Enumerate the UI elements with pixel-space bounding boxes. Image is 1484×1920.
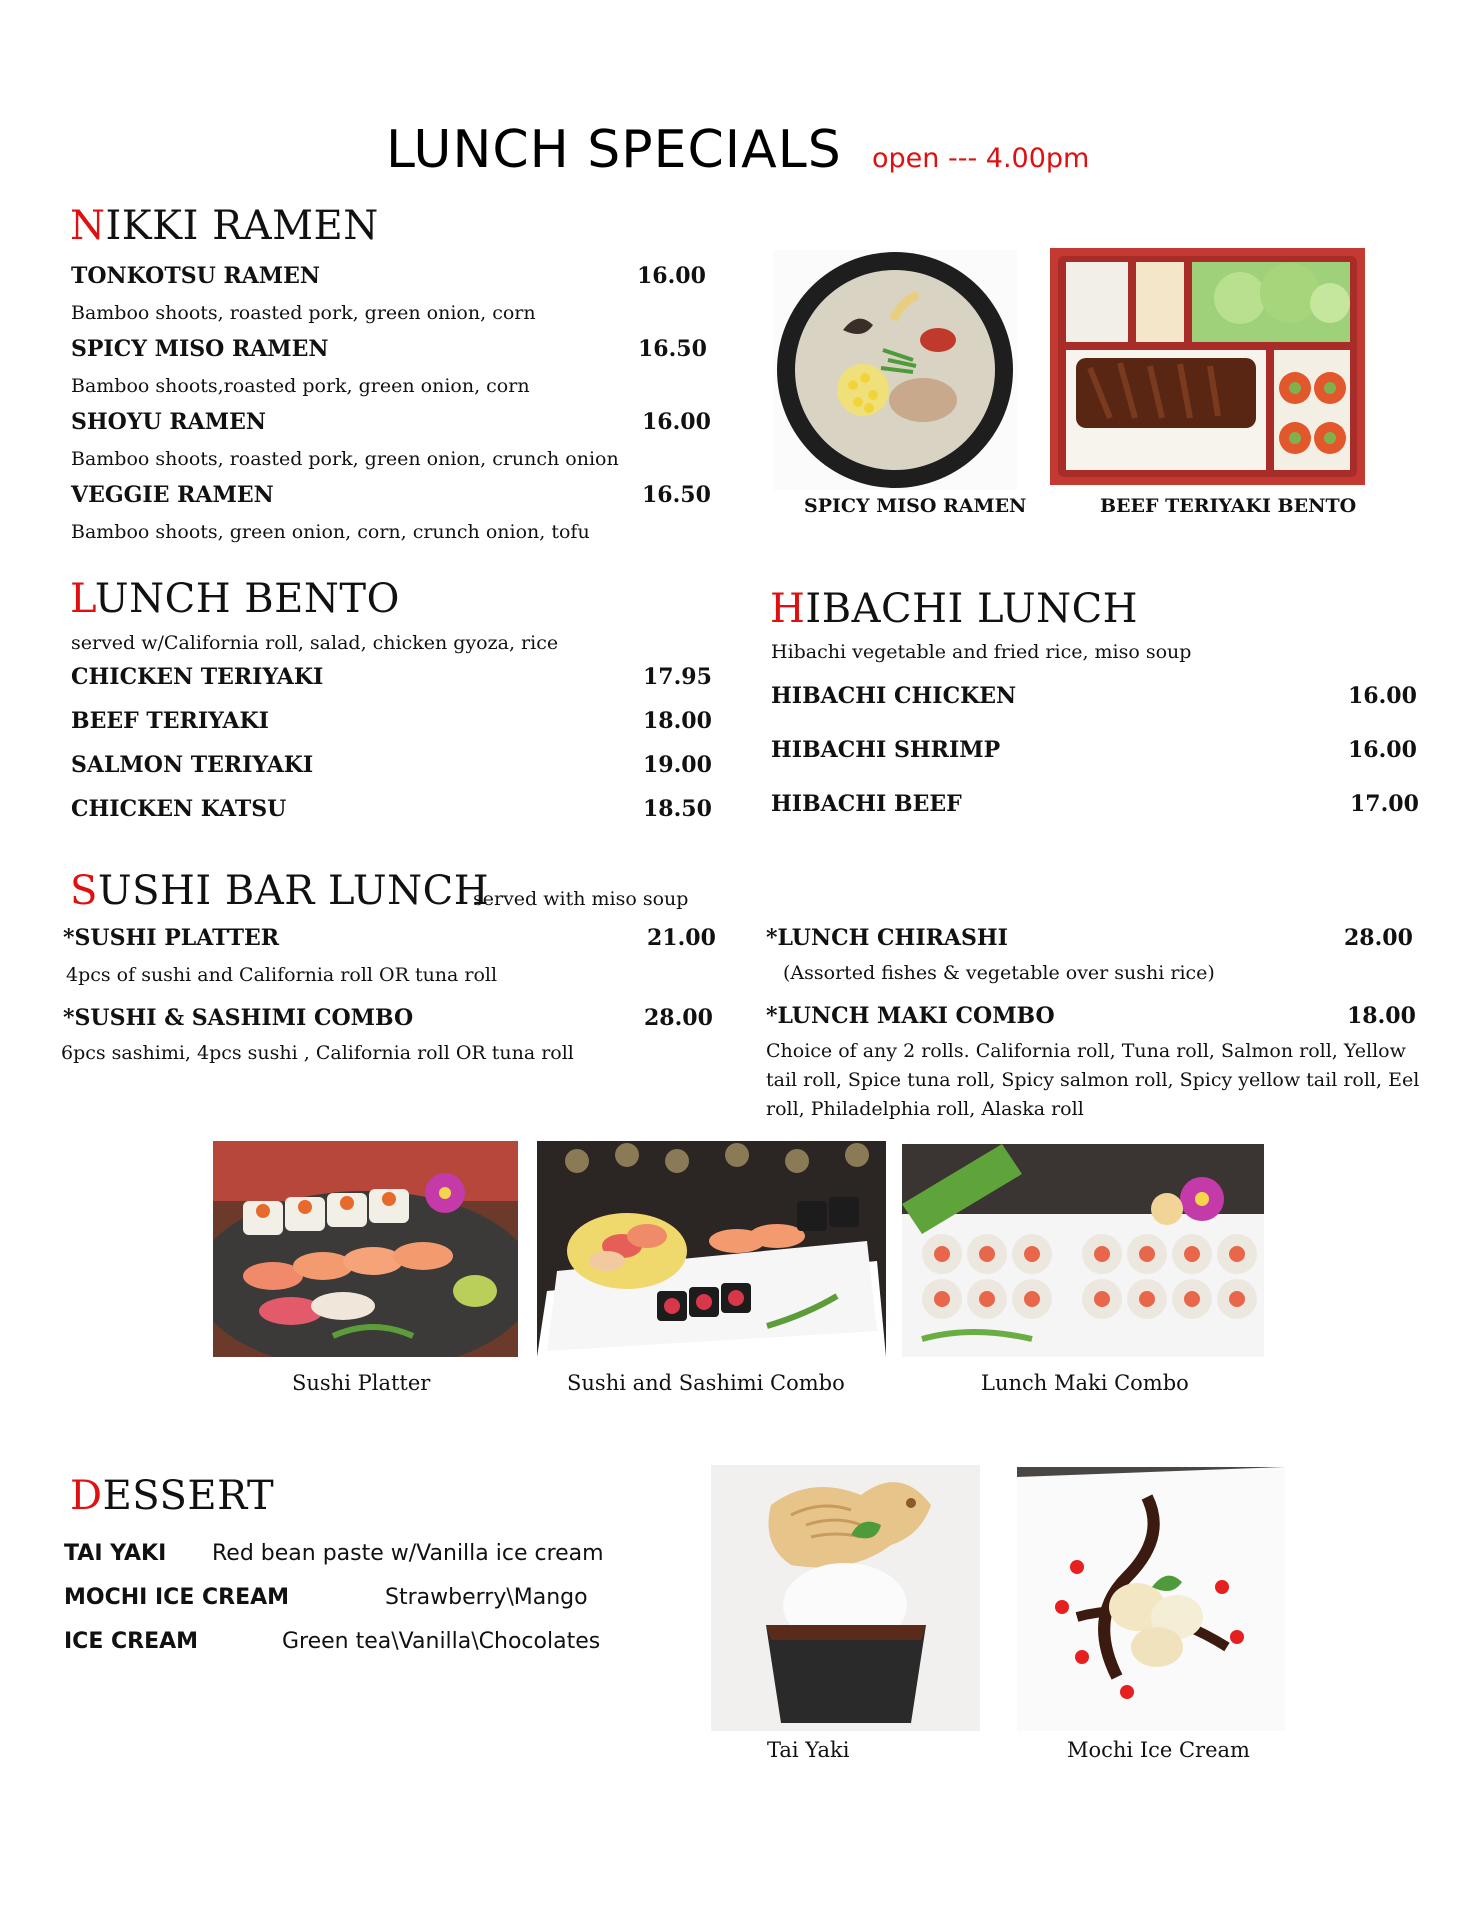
dessert-item-description: Red bean paste w/Vanilla ice cream [212, 1541, 604, 1566]
dessert-item-description: Strawberry\Mango [385, 1585, 588, 1610]
photo-caption: Tai Yaki [767, 1738, 850, 1762]
section-note: Hibachi vegetable and fried rice, miso soup [771, 641, 1192, 663]
menu-item-description: 6pcs sashimi, 4pcs sushi , California roll OR tuna roll [61, 1042, 574, 1064]
menu-item-description: (Assorted fishes & vegetable over sushi rice) [783, 962, 1215, 984]
bento-box-photo [1050, 248, 1365, 485]
menu-item-price: 19.00 [643, 752, 712, 778]
sushi-sashimi-combo-photo [537, 1141, 886, 1357]
menu-item-name: HIBACHI SHRIMP [771, 737, 1001, 763]
menu-item-price: 17.95 [643, 664, 712, 690]
section-title-bento: LUNCH BENTO [70, 576, 400, 622]
menu-item-name: *LUNCH CHIRASHI [766, 925, 1008, 951]
photo-caption: SPICY MISO RAMEN [804, 495, 1027, 517]
menu-item-name: BEEF TERIYAKI [71, 708, 269, 734]
menu-item-description: Bamboo shoots,roasted pork, green onion, corn [71, 375, 530, 397]
section-title-sushi: SUSHI BAR LUNCH [70, 868, 490, 914]
menu-item-name: *LUNCH MAKI COMBO [766, 1003, 1055, 1029]
menu-item-name: HIBACHI BEEF [771, 791, 962, 817]
photo-caption: Sushi Platter [292, 1371, 431, 1395]
section-title-ramen: NIKKI RAMEN [70, 203, 379, 249]
lunch-maki-combo-photo [902, 1144, 1264, 1357]
menu-item-name: SALMON TERIYAKI [71, 752, 314, 778]
menu-item-price: 16.50 [642, 482, 711, 508]
tai-yaki-photo [711, 1465, 980, 1731]
photo-caption: Mochi Ice Cream [1067, 1738, 1250, 1762]
menu-item-price: 16.00 [1348, 683, 1417, 709]
dessert-item-description: Green tea\Vanilla\Chocolates [282, 1629, 601, 1654]
menu-item-price: 16.00 [642, 409, 711, 435]
menu-item-price: 17.00 [1350, 791, 1419, 817]
dessert-item-name: ICE CREAM [64, 1629, 199, 1654]
ramen-bowl-photo [773, 250, 1017, 490]
menu-item-price: 18.00 [1347, 1003, 1416, 1029]
photo-caption: Lunch Maki Combo [981, 1371, 1189, 1395]
mochi-ice-cream-photo [1017, 1467, 1285, 1731]
menu-item-name: CHICKEN KATSU [71, 796, 287, 822]
menu-item-name: *SUSHI PLATTER [63, 925, 280, 951]
menu-item-name: SPICY MISO RAMEN [71, 336, 329, 362]
section-title-hibachi: HIBACHI LUNCH [770, 586, 1139, 632]
page-title: LUNCH SPECIALS [386, 120, 842, 180]
photo-caption: BEEF TERIYAKI BENTO [1100, 495, 1357, 517]
menu-item-description: Bamboo shoots, green onion, corn, crunch onion, tofu [71, 521, 590, 543]
menu-item-price: 28.00 [644, 1005, 713, 1031]
menu-item-price: 28.00 [1344, 925, 1413, 951]
menu-item-name: TONKOTSU RAMEN [71, 263, 321, 289]
menu-item-price: 18.00 [643, 708, 712, 734]
menu-item-name: SHOYU RAMEN [71, 409, 266, 435]
dessert-item-name: TAI YAKI [64, 1541, 167, 1566]
menu-item-name: HIBACHI CHICKEN [771, 683, 1017, 709]
menu-item-description: Bamboo shoots, roasted pork, green onion, crunch onion [71, 448, 619, 470]
menu-item-description: Choice of any 2 rolls. California roll, Tuna roll, Salmon roll, Yellow tail roll, Spice tuna roll, Spicy salmon roll, Spicy yellow tail roll, Eel roll, Philadelphia roll, Alaska roll [766, 1040, 1420, 1120]
opening-hours: open --- 4.00pm [872, 143, 1090, 174]
menu-item-price: 18.50 [643, 796, 712, 822]
menu-item-name: *SUSHI & SASHIMI COMBO [63, 1005, 414, 1031]
menu-item-price: 16.00 [1348, 737, 1417, 763]
menu-item-description: Bamboo shoots, roasted pork, green onion, corn [71, 302, 536, 324]
menu-item-price: 21.00 [647, 925, 716, 951]
section-note: served with miso soup [473, 888, 689, 910]
sushi-platter-photo [213, 1141, 518, 1357]
dessert-item-name: MOCHI ICE CREAM [64, 1585, 290, 1610]
section-note: served w/California roll, salad, chicken gyoza, rice [71, 632, 559, 654]
menu-item-name: VEGGIE RAMEN [71, 482, 274, 508]
section-title-dessert: DESSERT [70, 1473, 275, 1519]
menu-item-name: CHICKEN TERIYAKI [71, 664, 324, 690]
menu-item-description: 4pcs of sushi and California roll OR tuna roll [66, 964, 498, 986]
menu-item-price: 16.00 [637, 263, 706, 289]
menu-item-price: 16.50 [638, 336, 707, 362]
photo-caption: Sushi and Sashimi Combo [567, 1371, 845, 1395]
